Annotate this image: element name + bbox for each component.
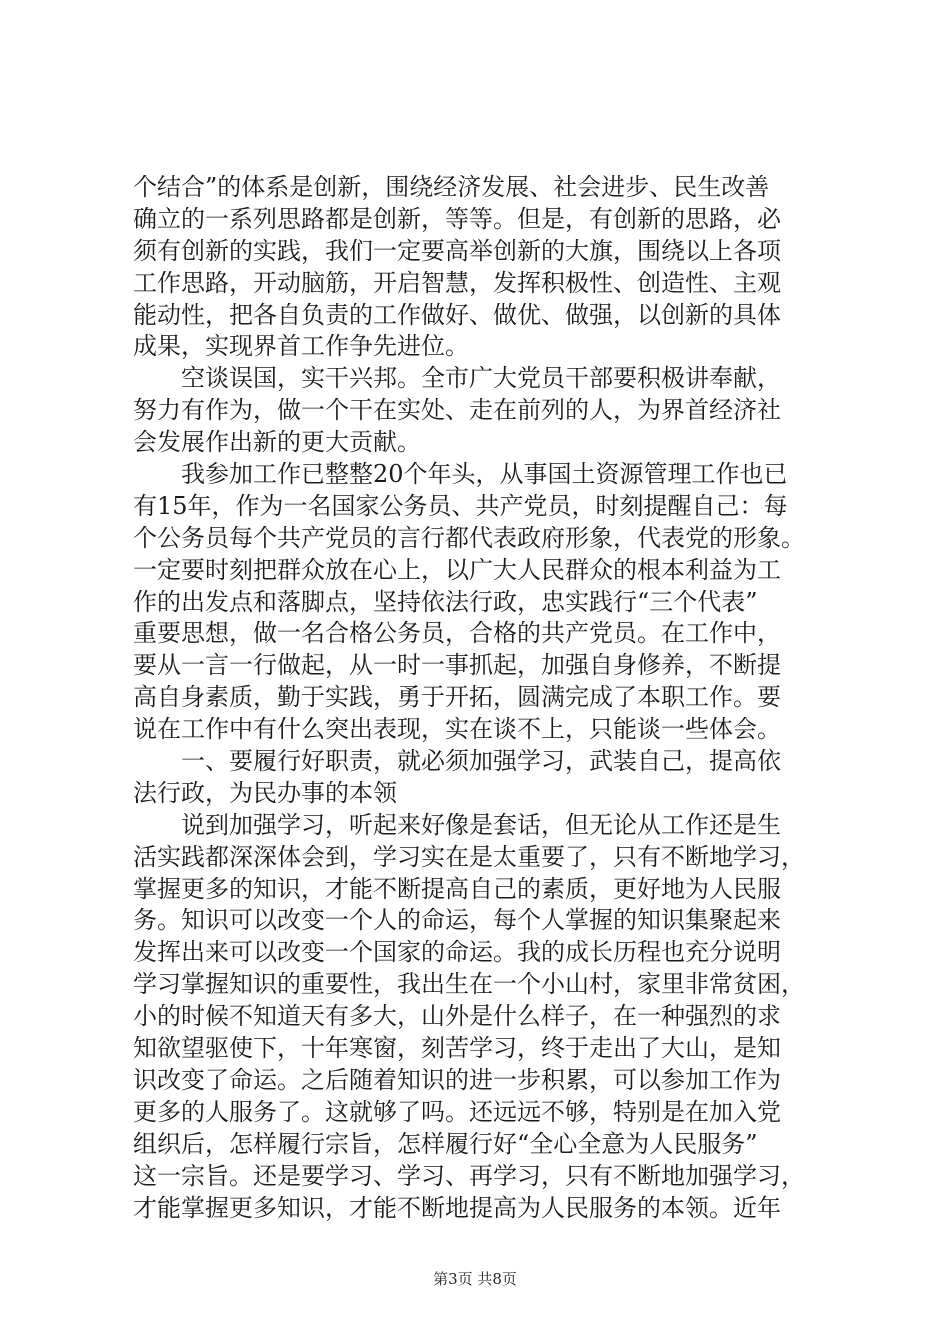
text-line: 须有创新的实践，我们一定要高举创新的大旗，围绕以上各项 <box>133 236 781 265</box>
text-line: 我参加工作已整整20个年头，从事国土资源管理工作也已 <box>133 460 788 489</box>
text-line: 重要思想，做一名合格公务员，合格的共产党员。在工作中， <box>133 619 781 648</box>
text-line: 知欲望驱使下，十年寒窗，刻苦学习，终于走出了大山，是知 <box>133 1034 781 1063</box>
text-line: 说在工作中有什么突出表现，实在谈不上，只能谈一些体会。 <box>133 715 781 744</box>
text-line: 掌握更多的知识，才能不断提高自己的素质，更好地为人民服 <box>133 874 781 903</box>
text-line: 作的出发点和落脚点，坚持依法行政，忠实践行“三个代表” <box>133 587 758 616</box>
text-line: 务。知识可以改变一个人的命运，每个人掌握的知识集聚起来 <box>133 906 781 935</box>
document-body <box>133 172 833 1224</box>
text-line: 一定要时刻把群众放在心上，以广大人民群众的根本利益为工 <box>133 555 781 584</box>
section-heading-line: 法行政，为民办事的本领 <box>133 778 397 807</box>
text-line: 工作思路，开动脑筋，开启智慧，发挥积极性、创造性、主观 <box>133 268 781 297</box>
text-line: 高自身素质，勤于实践，勇于开拓，圆满完成了本职工作。要 <box>133 683 781 712</box>
text-line: 个结合”的体系是创新，围绕经济发展、社会进步、民生改善 <box>133 173 770 201</box>
text-line: 努力有作为，做一个干在实处、走在前列的人，为界首经济社 <box>133 396 781 425</box>
page-number-footer: 第3页 共8页 <box>433 1270 517 1288</box>
text-line: 更多的人服务了。这就够了吗。还远远不够，特别是在加入党 <box>133 1097 781 1126</box>
text-line: 活实践都深深体会到，学习实在是太重要了，只有不断地学习， <box>133 842 805 871</box>
text-line: 识改变了命运。之后随着知识的进一步积累，可以参加工作为 <box>133 1065 781 1094</box>
text-line: 个公务员每个共产党员的言行都代表政府形象，代表党的形象。 <box>133 523 805 552</box>
text-line: 才能掌握更多知识，才能不断地提高为人民服务的本领。近年 <box>133 1193 781 1222</box>
text-line: 发挥出来可以改变一个国家的命运。我的成长历程也充分说明 <box>133 938 781 967</box>
text-line: 空谈误国，实干兴邦。全市广大党员干部要积极讲奉献， <box>133 364 781 393</box>
text-line: 学习掌握知识的重要性，我出生在一个小山村，家里非常贫困， <box>133 970 805 999</box>
text-line: 会发展作出新的更大贡献。 <box>133 428 421 457</box>
section-heading-line: 一、要履行好职责，就必须加强学习，武装自己，提高依 <box>133 747 781 776</box>
text-line: 有15年，作为一名国家公务员、共产党员，时刻提醒自己：每 <box>133 491 788 520</box>
text-line: 确立的一系列思路都是创新，等等。但是，有创新的思路，必 <box>133 204 781 233</box>
text-line: 说到加强学习，听起来好像是套话，但无论从工作还是生 <box>133 810 781 839</box>
text-line: 组织后，怎样履行宗旨，怎样履行好“全心全意为人民服务” <box>133 1129 758 1158</box>
text-line: 这一宗旨。还是要学习、学习、再学习，只有不断地加强学习， <box>133 1161 805 1190</box>
text-line: 能动性，把各自负责的工作做好、做优、做强，以创新的具体 <box>133 300 781 329</box>
text-line: 成果，实现界首工作争先进位。 <box>133 332 469 361</box>
text-line: 小的时候不知道天有多大，山外是什么样子，在一种强烈的求 <box>133 1002 781 1031</box>
text-line: 要从一言一行做起，从一时一事抓起，加强自身修养，不断提 <box>133 651 781 680</box>
